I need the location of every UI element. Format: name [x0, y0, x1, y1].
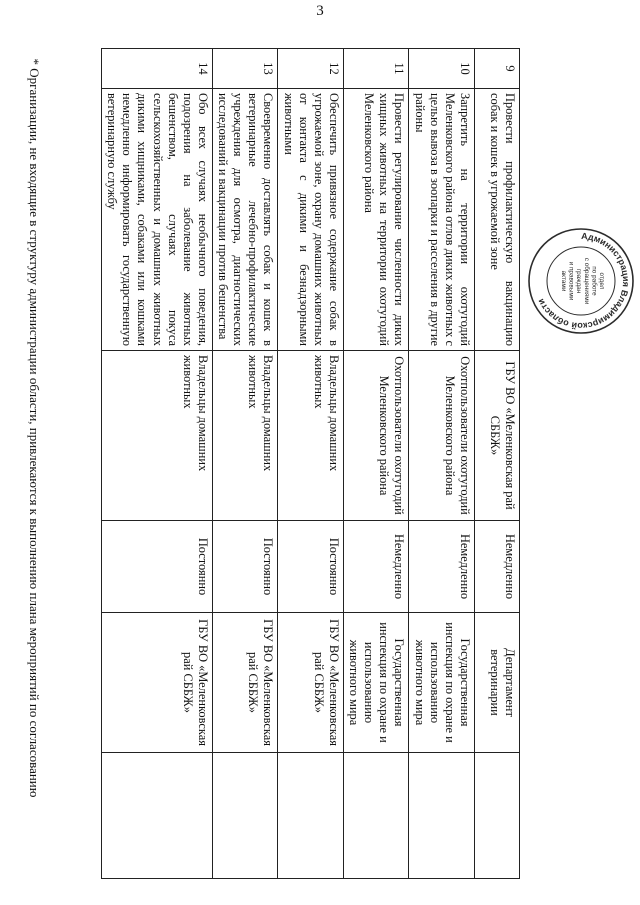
executor-cell: Государственная инспекция по охране и использованию животного мира	[344, 613, 410, 753]
row-number: 11	[344, 49, 410, 89]
stamp-inner-line: по работе	[590, 266, 598, 296]
executor-cell: ГБУ ВО «Меленковская рай СББЖ»	[213, 613, 279, 753]
table-row	[475, 49, 520, 879]
responsible-cell: ГБУ ВО «Меленковская рай СББЖ»	[475, 351, 520, 521]
table-row	[102, 49, 213, 879]
term-cell: Постоянно	[213, 521, 279, 613]
table-row	[213, 49, 279, 879]
stamp-inner-line: с обращениями	[582, 257, 590, 305]
responsible-cell: Охотпользователи охотугодий Меленковского района	[409, 351, 475, 521]
blank-cell	[278, 753, 344, 879]
stamp-inner-line: и правовыми	[567, 261, 575, 301]
stamp-seal	[526, 226, 636, 336]
action-cell: Провести регулирование численности диких хищных животных на территории охотугодий Меленковского района	[344, 89, 410, 351]
blank-cell	[409, 753, 475, 879]
responsible-cell: Охотпользователи охотугодий Меленковского района	[344, 351, 410, 521]
term-cell: Постоянно	[102, 521, 213, 613]
stamp-inner-line: граждан	[575, 268, 583, 294]
term-cell: Постоянно	[278, 521, 344, 613]
stamp-inner-line: актами	[560, 270, 567, 292]
blank-cell	[475, 753, 520, 879]
table-row	[344, 49, 410, 879]
footnote: * Организации, не входящие в структуру администрации области, привлекаются к выполнению плана мероприятий по согласованию	[27, 58, 42, 798]
action-cell: Обо всех случаях необычного поведения, подозрения на заболевание животных бешенством, случаях покуса сельскохозяйственных и домашних животных дикими хищниками, собаками или кошками немедленно информировать государственную ветеринарную службу	[102, 89, 213, 351]
action-cell: Обеспечить привязное содержание собак в угрожаемой зоне, охрану домашних животных от контакта с дикими и безнадзорными животными	[278, 89, 344, 351]
executor-cell: Департамент ветеринарии	[475, 613, 520, 753]
row-number: 9	[475, 49, 520, 89]
action-cell: Запретить на территории охотугодий Меленковского района отлов диких животных с целью вывоза в зоопарки и расселения в другие районы	[409, 89, 475, 351]
term-cell: Немедленно	[409, 521, 475, 613]
blank-cell	[213, 753, 279, 879]
measures-table	[101, 48, 520, 879]
term-cell: Немедленно	[344, 521, 410, 613]
responsible-cell: Владельцы домашних животных	[102, 351, 213, 521]
responsible-cell: Владельцы домашних животных	[213, 351, 279, 521]
executor-cell: Государственная инспекция по охране и использованию животного мира	[409, 613, 475, 753]
term-cell: Немедленно	[475, 521, 520, 613]
blank-cell	[102, 753, 213, 879]
stamp-outer-text: Администрация Владимирской области	[535, 230, 632, 332]
row-number: 14	[102, 49, 213, 89]
executor-cell: ГБУ ВО «Меленковская рай СББЖ»	[102, 613, 213, 753]
executor-cell: ГБУ ВО «Меленковская рай СББЖ»	[278, 613, 344, 753]
measures-table-rotated	[30, 48, 520, 878]
page-number: 3	[316, 3, 324, 19]
row-number: 13	[213, 49, 279, 89]
action-cell: Провести профилактическую вакцинацию собак и кошек в угрожаемой зоне	[475, 89, 520, 351]
stamp-inner-line: отдел	[598, 272, 605, 290]
blank-cell	[344, 753, 410, 879]
action-cell: Своевременно доставлять собак и кошек в ветеринарные лечебно-профилактические учреждения для осмотра, диагностических исследований и вакцинации против бешенства	[213, 89, 279, 351]
table-row	[278, 49, 344, 879]
responsible-cell: Владельцы домашних животных	[278, 351, 344, 521]
row-number: 10	[409, 49, 475, 89]
row-number: 12	[278, 49, 344, 89]
table-row	[409, 49, 475, 879]
